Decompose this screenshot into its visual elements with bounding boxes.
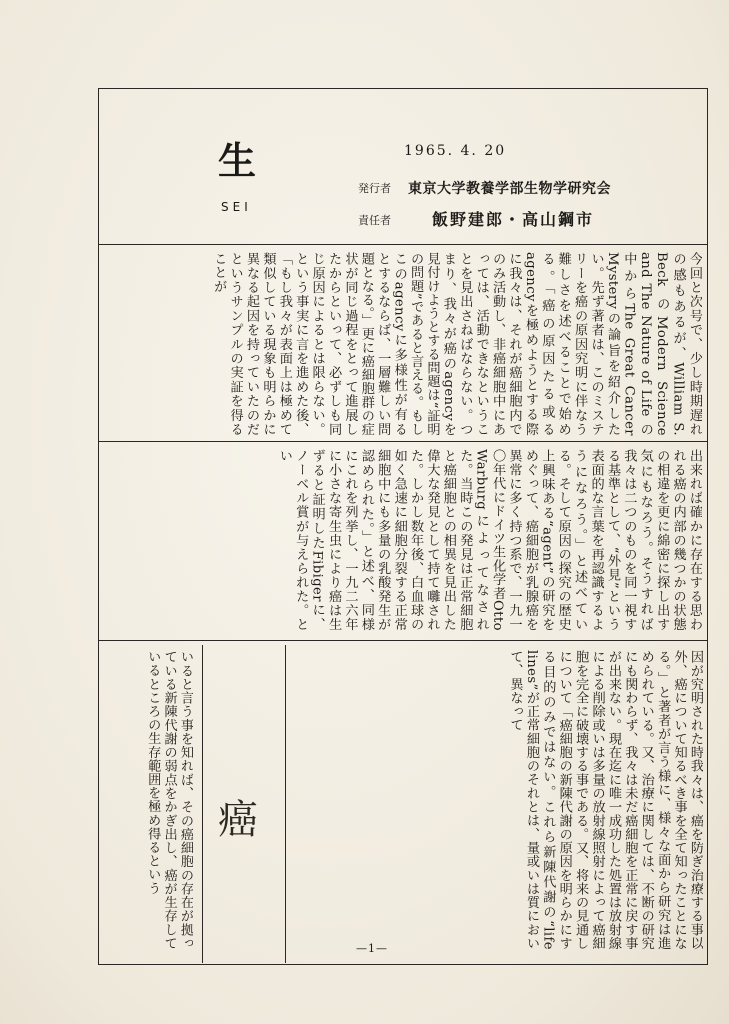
newsletter-subtitle: SEI	[221, 200, 252, 214]
article-text-band-3-right: 因が究明された時我々は、癌を防ぎ治療する事以外、癌について知るべき事を全て知ったことになる。」と著者が言う様に、様々な面から研究は進められている。又、治療に関しては、不断の研究にも関わらず、我々は未だ癌細胞を正常に戻す事が出来ない。現在迄に唯一成功した処置は放射線による削除或いは多量の放射線照射によって癌細胞を完全に破壊する事である。又、将来の見通しについて「癌細胞の新陳代謝の原因を明らかにする目的のみではない。これら新陳代謝の“life lines”が正常細胞のそれとは、量或いは質において、異なって	[507, 650, 703, 950]
illustration-border-right	[285, 645, 286, 963]
publisher-label: 発行者	[358, 182, 391, 195]
publisher-name: 東京大学教養学部生物学研究会	[408, 181, 611, 197]
row-divider-1	[98, 441, 708, 442]
header-divider	[98, 244, 708, 245]
cancer-kanji-illustration: 癌	[218, 797, 258, 843]
editor-names: 飯野建郎・高山鋼市	[432, 210, 595, 229]
article-text-band-1: 今回と次号で、少し時期遅れの感もあるが、William S. Beck のModern Science and The Nature of Life の中からThe Great Cancer Mysteryの論旨を紹介したい。先ず著者は、このミステリーを癌の原因究明に伴なう難しさを述べることで始める。「癌の原因たる或るagencyを極めようとする際に我々は、それが癌細胞内でのみ活動し、非癌細胞中にあっては、活動できなということを見出さねばならない。つまり、我々が癌のagencyを見付けようとする問題は“証明の問題”であると言える。もしこのagencyに多様性が有るとするならば、一層難しい問題となる。」更に癌細胞群の症状が同じ過程をとって進展したからといって、必ずしも同じ原因によるとは限らない。という事実に言を進めた後、「もし我々が表面上は極めて類似している現象も明らかに異なる起因を持っていたのだというサンプルの実証を得ることが	[211, 252, 702, 436]
issue-date: 1965. 4. 20	[404, 143, 507, 159]
article-text-band-2: 出来れば確かに存在する思われる癌の内部の幾つかの状態の相違を更に綿密に探し出す気にもなろう。そうすれば我々は二つのものを同一視する基準として、“外見”という表面的な言葉を再認識するようになろう。」と述べている。そして原因の探究の歴史上興味ある“agent”の研究をめぐって、癌細胞が乳腺癌を異常に多く持つ系で、一九一〇年代にドイツ生化学者Otto Warburgによってなされた。当時この発見は正常細胞と癌細胞との相異を見出した偉大な発見として持て囃された。しかし数年後、白血球の如く急速に細胞分裂する正常細胞中にも多量の乳酸発生が認められた。」と述べ、同様にこれを列挙し、一九二六年に小さな寄生虫により癌は生ずると証明したFibigerに、ノーベル賞が与えられた。とい	[276, 449, 702, 631]
article-text-band-3-left: いると言う事を知れば、その癌細胞の存在が拠っている新陳代謝の弱点をかぎ出し、癌が生存しているところの生存範囲を極め得るという	[145, 650, 193, 950]
illustration-border-left	[202, 645, 203, 963]
newsletter-title: 生	[218, 138, 257, 183]
row-divider-2	[98, 640, 708, 641]
page-number: —1—	[356, 942, 388, 955]
editor-label: 責任者	[358, 214, 391, 227]
